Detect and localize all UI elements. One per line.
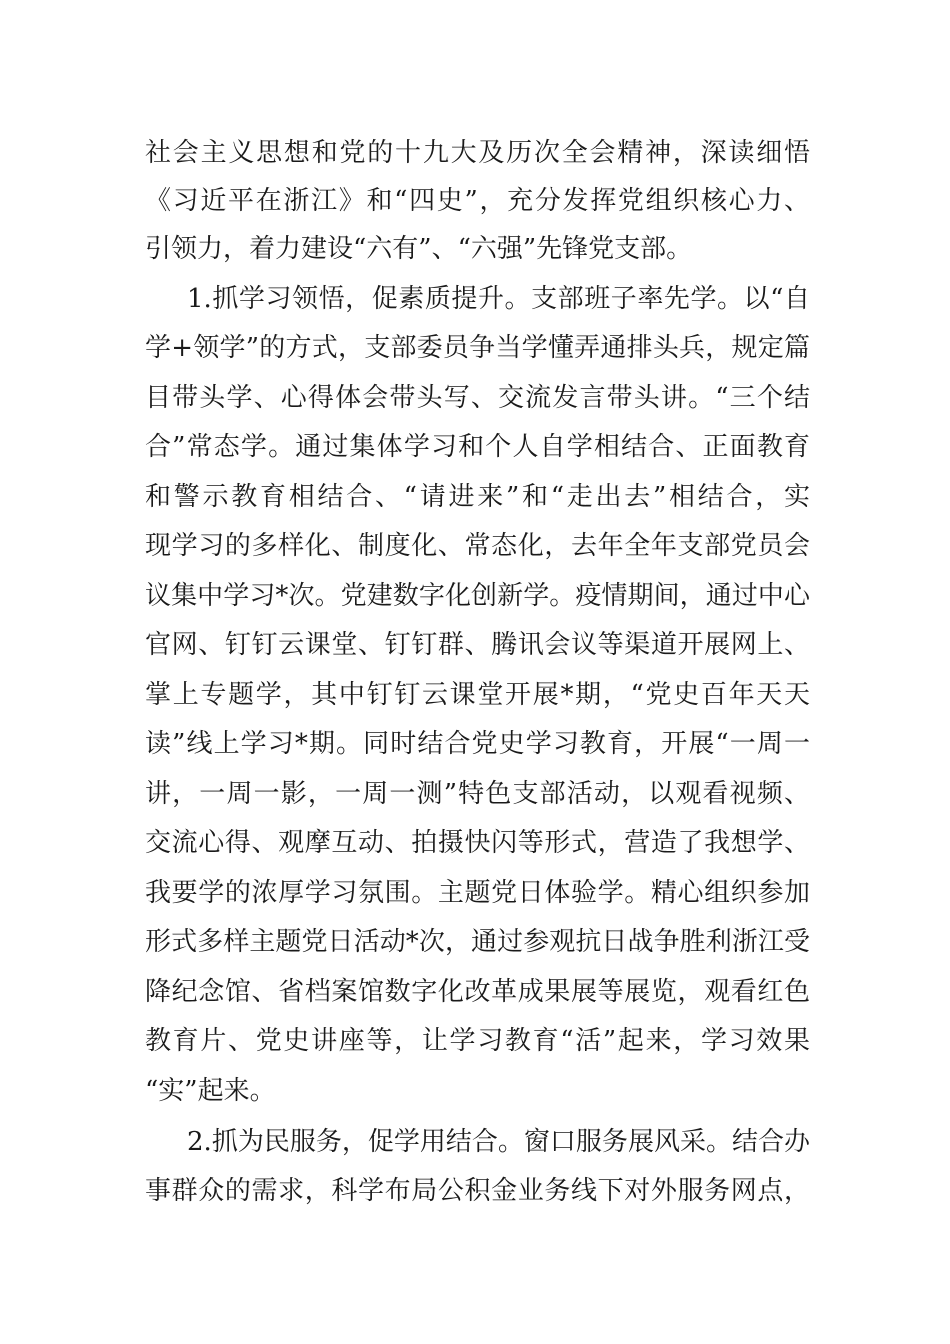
text-line: 引领力，着力建设“六有”、“六强”先锋党支部。	[145, 234, 693, 264]
text-line: 我要学的浓厚学习氛围。主题党日体验学。精心组织参加	[145, 878, 810, 908]
paragraph-1-first-line: 1.抓学习领悟，促素质提升。支部班子率先学。以“自	[187, 284, 810, 314]
text-line: “实”起来。	[145, 1076, 276, 1106]
text-line: 学+领学”的方式，支部委员争当学懂弄通排头兵，规定篇	[145, 333, 810, 363]
text-line: 合”常态学。通过集体学习和个人自学相结合、正面教育	[145, 432, 810, 462]
text-line: 《习近平在浙江》和“四史”，充分发挥党组织核心力、	[145, 186, 810, 216]
text-line: 议集中学习*次。党建数字化创新学。疫情期间，通过中心	[145, 581, 810, 611]
text-line: 降纪念馆、省档案馆数字化改革成果展等展览，观看红色	[145, 977, 810, 1007]
text-line: 和警示教育相结合、“请进来”和“走出去”相结合，实	[145, 482, 810, 512]
text-line: 现学习的多样化、制度化、常态化，去年全年支部党员会	[145, 531, 810, 561]
text-line: 事群众的需求，科学布局公积金业务线下对外服务网点，	[145, 1176, 810, 1206]
text-line: 形式多样主题党日活动*次，通过参观抗日战争胜利浙江受	[145, 927, 810, 957]
text-line: 讲，一周一影，一周一测”特色支部活动，以观看视频、	[145, 779, 810, 809]
text-line: 交流心得、观摩互动、拍摄快闪等形式，营造了我想学、	[145, 828, 810, 858]
text-line: 读”线上学习*期。同时结合党史学习教育，开展“一周一	[145, 729, 810, 759]
text-line: 掌上专题学，其中钉钉云课堂开展*期，“党史百年天天	[145, 680, 810, 710]
text-line: 教育片、党史讲座等，让学习教育“活”起来，学习效果	[145, 1026, 810, 1056]
text-line: 社会主义思想和党的十九大及历次全会精神，深读细悟	[145, 138, 810, 168]
paragraph-2-first-line: 2.抓为民服务，促学用结合。窗口服务展风采。结合办	[187, 1127, 810, 1157]
text-line: 官网、钉钉云课堂、钉钉群、腾讯会议等渠道开展网上、	[145, 630, 810, 660]
text-line: 目带头学、心得体会带头写、交流发言带头讲。“三个结	[145, 383, 810, 413]
